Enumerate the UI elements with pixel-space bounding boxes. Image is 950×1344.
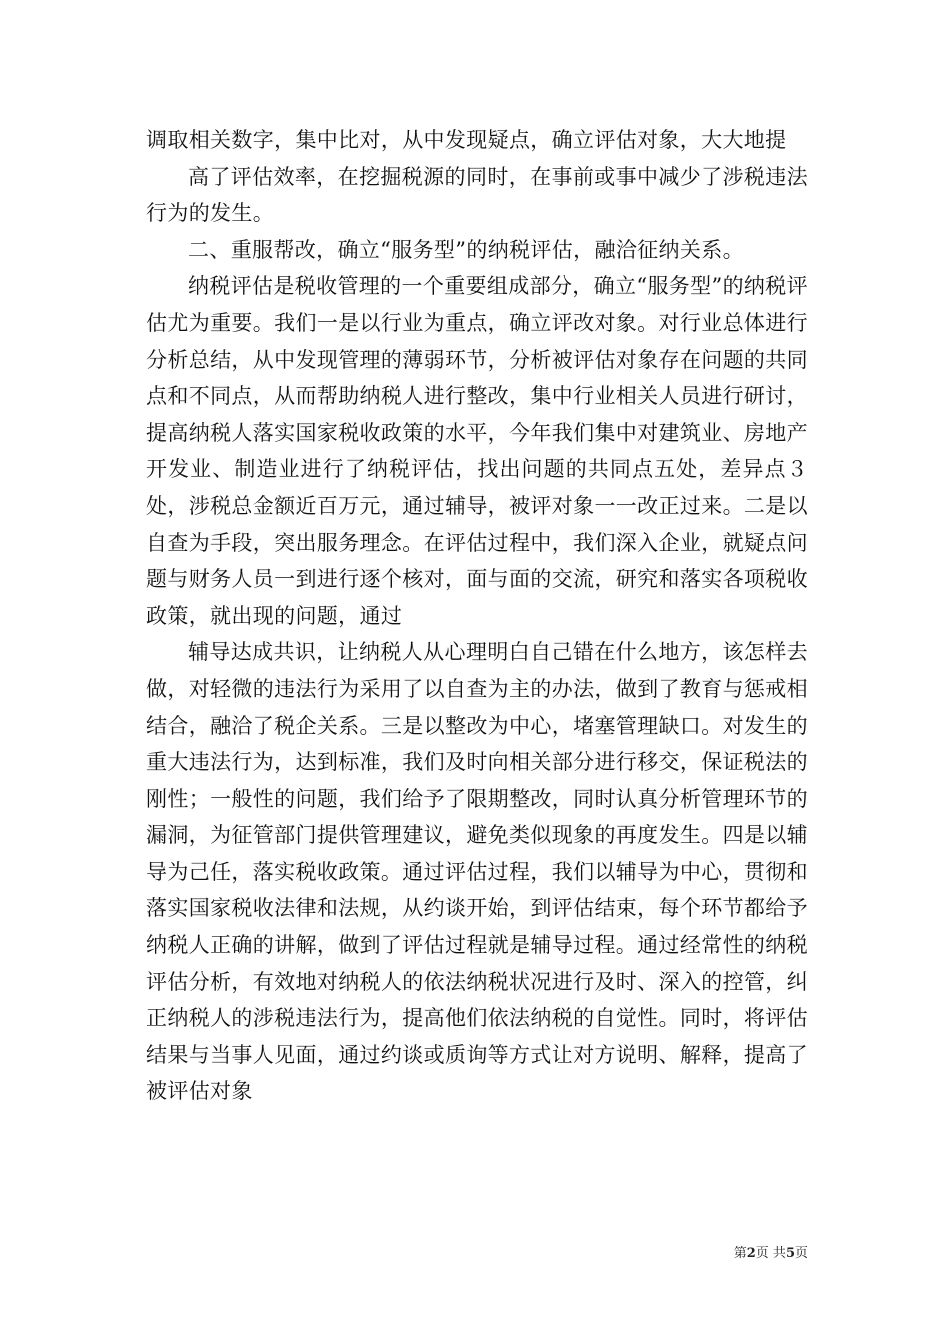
current-page-number: 2 [746, 1246, 756, 1261]
section-heading: 二、重服帮改，确立“服务型”的纳税评估，融洽征纳关系。 [188, 237, 744, 262]
paragraph-2: 高了评估效率，在挖掘税源的同时，在事前或事中减少了涉税违法行为的发生。 [146, 164, 808, 226]
footer-prefix: 第 [733, 1246, 747, 1261]
total-page-number: 5 [785, 1246, 795, 1261]
footer-middle: 页 共 [755, 1246, 786, 1261]
footer-suffix: 页 [794, 1246, 808, 1261]
paragraph-1: 调取相关数字，集中比对，从中发现疑点，确立评估对象，大大地提 [146, 128, 787, 152]
paragraph-3: 纳税评估是税收管理的一个重要组成部分，确立“服务型”的纳税评估尤为重要。我们一是以行业为重点，确立评改对象。对行业总体进行分析总结，从中发现管理的薄弱环节，分析被评估对象存在问题的共同点和不同点，从而帮助纳税人进行整改，集中行业相关人员进行研讨，提高纳税人落实国家税收政策的水平，今年我们集中对建筑业、房地产开发业、制造业进行了纳税评估，找出问题的共同点五处，差异点３处，涉税总金额近百万元，通过辅导，被评对象一一改正过来。二是以自查为手段，突出服务理念。在评估过程中，我们深入企业，就疑点问题与财务人员一到进行逐个核对，面与面的交流，研究和落实各项税收政策，就出现的问题，通过 [146, 274, 808, 628]
paragraph-4: 辅导达成共识，让纳税人从心理明白自己错在什么地方，该怎样去做，对轻微的违法行为采用了以自查为主的办法，做到了教育与惩戒相结合，融洽了税企关系。三是以整改为中心，堵塞管理缺口。对发生的重大违法行为，达到标准，我们及时向相关部分进行移交，保证税法的刚性；一般性的问题，我们给予了限期整改，同时认真分析管理环节的漏洞，为征管部门提供管理建议，避免类似现象的再度发生。四是以辅导为己任，落实税收政策。通过评估过程，我们以辅导为中心，贯彻和落实国家税收法律和法规，从约谈开始，到评估结束，每个环节都给予纳税人正确的讲解，做到了评估过程就是辅导过程。通过经常性的纳税评估分析，有效地对纳税人的依法纳税状况进行及时、深入的控管，纠正纳税人的涉税违法行为，提高他们依法纳税的自觉性。同时，将评估结果与当事人见面，通过约谈或质询等方式让对方说明、解释，提高了被评估对象 [146, 640, 808, 1104]
page-footer [708, 1245, 808, 1263]
document-body [146, 122, 808, 1110]
